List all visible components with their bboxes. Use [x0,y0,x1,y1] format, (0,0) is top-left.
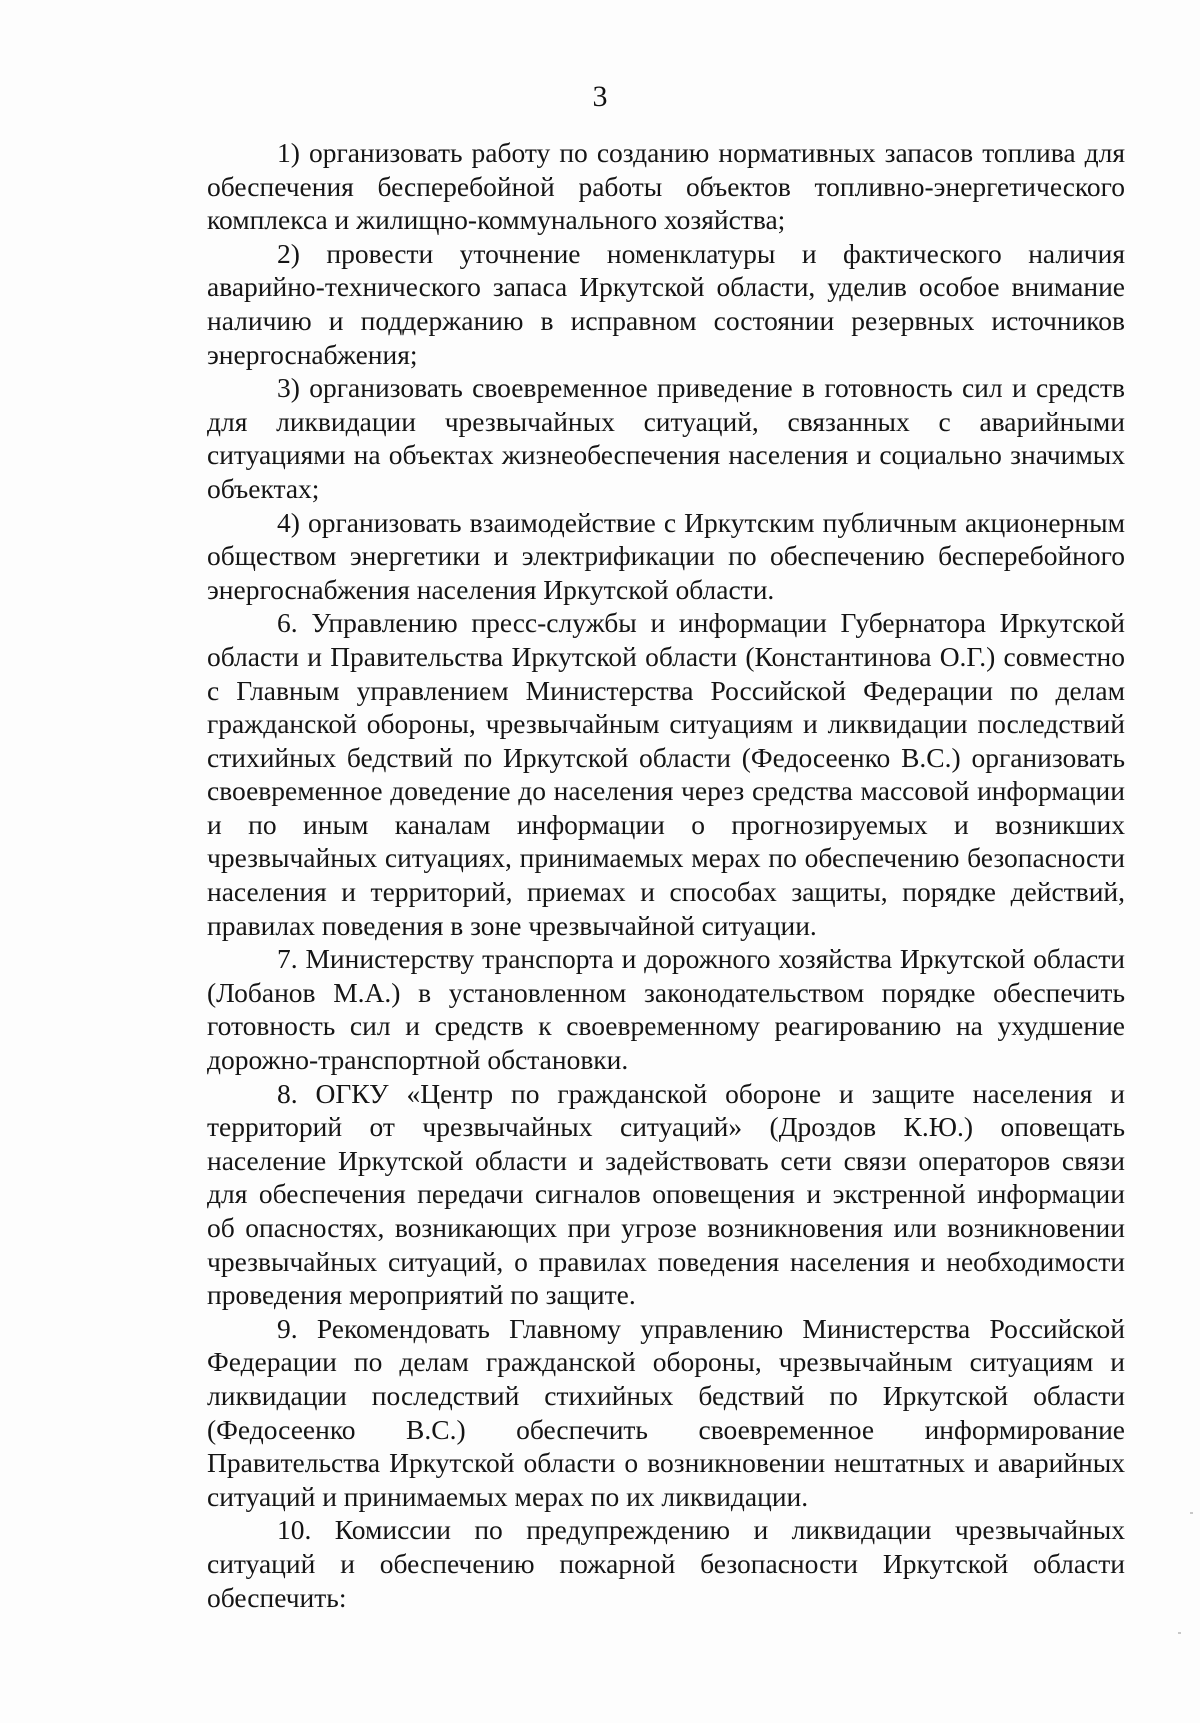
page-number: 3 [592,80,608,113]
scan-speck [1178,1632,1181,1634]
paragraph-4-interaction: 4) организовать взаимодействие с Иркутским публичным акционерным обществом энергетики и электрификации по обеспечению бесперебойного энергоснабжения населения Иркутской области. [207,506,1125,605]
paragraph-1-fuel-reserves: 1) организовать работу по созданию нормативных запасов топлива для обеспечения бесперебойной работы объектов топливно-энергетического комплекса и жилищно-коммунального хозяйства; [207,137,1125,236]
document-body [207,136,1125,1614]
paragraph-3-readiness: 3) организовать своевременное приведение в готовность сил и средств для ликвидации чрезвычайных ситуаций, связанных с аварийными ситуациями на объектах жизнеобеспечения населения и социально значимых объектах; [207,372,1125,504]
paragraph-6-press-service: 6. Управлению пресс-службы и информации Губернатора Иркутской области и Правительства Иркутской области (Константинова О.Г.) совместно с Главным управлением Министерства Российской Федерации по делам гражданской обороны, чрезвычайным ситуациям и ликвидации последствий стихийных бедствий по Иркутской области (Федосеенко В.С.) организовать своевременное доведение до населения через средства массовой информации и по иным каналам информации о прогнозируемых и возникших чрезвычайных ситуациях, принимаемых мерах по обеспечению безопасности населения и территорий, приемах и способах защиты, порядке действий, правилах поведения в зоне чрезвычайной ситуации. [207,607,1125,941]
paragraph-9-recommendation: 9. Рекомендовать Главному управлению Министерства Российской Федерации по делам гражданской обороны, чрезвычайным ситуациям и ликвидации последствий стихийных бедствий по Иркутской области (Федосеенко В.С.) обеспечить своевременное информирование Правительства Иркутской области о возникновении нештатных и аварийных ситуаций и принимаемых мерах по их ликвидации. [207,1312,1125,1512]
paragraph-10-commission: 10. Комиссии по предупреждению и ликвидации чрезвычайных ситуаций и обеспечению пожарной безопасности Иркутской области обеспечить: [207,1514,1125,1613]
paragraph-8-civil-defense-center: 8. ОГКУ «Центр по гражданской обороне и защите населения и территорий от чрезвычайных ситуаций» (Дроздов К.Ю.) оповещать население Иркутской области и задействовать сети связи операторов связи для обеспечения передачи сигналов оповещения и экстренной информации об опасностях, возникающих при угрозе возникновения или возникновении чрезвычайных ситуаций, о правилах поведения населения и необходимости проведения мероприятий по защите. [207,1077,1125,1311]
paragraph-2-emergency-stock: 2) провести уточнение номенклатуры и фактического наличия аварийно-технического запаса Иркутской области, уделив особое внимание наличию и поддержанию в исправном состоянии резервных источников энергоснабжения; [207,237,1125,370]
paragraph-7-transport-ministry: 7. Министерству транспорта и дорожного хозяйства Иркутской области (Лобанов М.А.) в установленном законодательством порядке обеспечить готовность сил и средств к своевременному реагированию на ухудшение дорожно-транспортной обстановки. [207,943,1125,1076]
scan-speck [1190,1512,1193,1514]
